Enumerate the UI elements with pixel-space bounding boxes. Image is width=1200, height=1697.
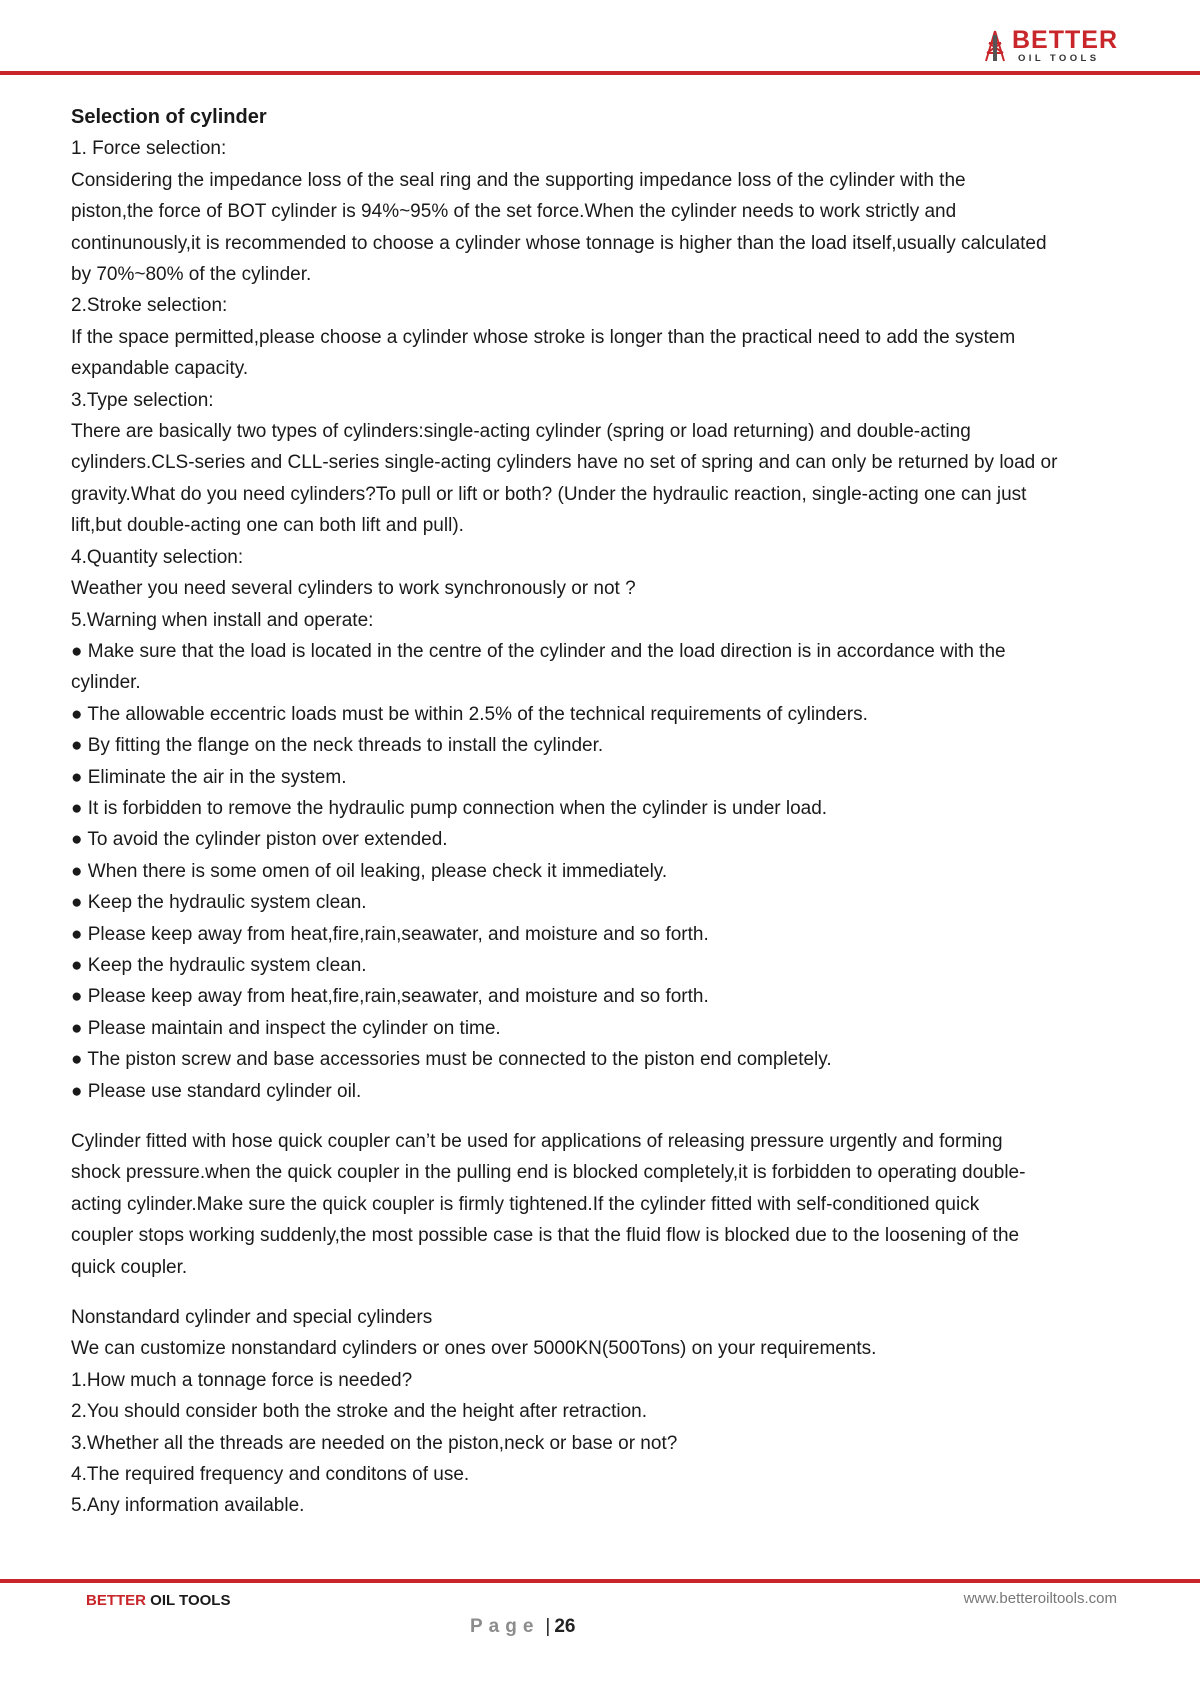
text-line: ● When there is some omen of oil leaking, please check it immediately.	[71, 860, 668, 882]
logo-main-text: BETTER	[1012, 26, 1118, 54]
text-line: 4.Quantity selection:	[71, 546, 244, 568]
text-line: 5.Any information available.	[71, 1495, 305, 1517]
text-line: by 70%~80% of the cylinder.	[71, 264, 312, 286]
text-line: continunously,it is recommended to choose a cylinder whose tonnage is higher than the load itself,usually calculated	[71, 232, 1047, 254]
text-line: ● It is forbidden to remove the hydraulic pump connection when the cylinder is under load.	[71, 797, 828, 819]
footer-brand-rest: OIL TOOLS	[146, 1592, 231, 1609]
text-line: ● Keep the hydraulic system clean.	[71, 892, 367, 914]
text-line: ● Make sure that the load is located in the centre of the cylinder and the load direction is in accordance with the	[71, 640, 1006, 662]
footer-brand	[86, 1592, 230, 1609]
text-line: cylinder.	[71, 672, 141, 694]
text-line: cylinders.CLS-series and CLL-series single-acting cylinders have no set of spring and can only be returned by load or	[71, 452, 1058, 474]
quick-coupler-paragraph	[71, 1126, 1131, 1283]
text-line: ● The piston screw and base accessories must be connected to the piston end completely.	[71, 1049, 832, 1071]
text-line: shock pressure.when the quick coupler in the pulling end is blocked completely,it is forbidden to operating double-	[71, 1162, 1026, 1184]
selection-list	[71, 133, 1131, 1107]
text-line: ● Please use standard cylinder oil.	[71, 1080, 362, 1102]
text-line: Cylinder fitted with hose quick coupler can’t be used for applications of releasing pressure urgently and forming	[71, 1131, 1003, 1152]
text-line: expandable capacity.	[71, 358, 249, 380]
text-line: lift,but double-acting one can both lift and pull).	[71, 515, 464, 537]
nonstandard-section	[71, 1302, 1131, 1522]
text-line: ● Please maintain and inspect the cylinder on time.	[71, 1017, 501, 1039]
page-number-value: 26	[554, 1616, 576, 1637]
section-title: Selection of cylinder	[71, 106, 267, 128]
text-line: Considering the impedance loss of the seal ring and the supporting impedance loss of the cylinder with the	[71, 169, 966, 191]
text-line: coupler stops working suddenly,the most possible case is that the fluid flow is blocked due to the loosening of the	[71, 1225, 1020, 1247]
text-line: ● Keep the hydraulic system clean.	[71, 954, 367, 976]
text-line: quick coupler.	[71, 1256, 188, 1278]
company-logo	[982, 28, 1118, 64]
footer-brand-red: BETTER	[86, 1592, 146, 1609]
logo-sub-text: OIL TOOLS	[1018, 53, 1100, 64]
text-line: If the space permitted,please choose a cylinder whose stroke is longer than the practical need to add the system	[71, 326, 1016, 348]
text-line: ● Please keep away from heat,fire,rain,seawater, and moisture and so forth.	[71, 986, 709, 1008]
page-label: Page	[470, 1616, 540, 1637]
text-line: ● The allowable eccentric loads must be within 2.5% of the technical requirements of cylinders.	[71, 703, 868, 725]
header-rule	[0, 71, 1200, 75]
text-line: 3.Whether all the threads are needed on the piston,neck or base or not?	[71, 1432, 678, 1454]
text-line: 1.How much a tonnage force is needed?	[71, 1369, 413, 1391]
text-line: 2.You should consider both the stroke and the height after retraction.	[71, 1401, 648, 1423]
page-header	[0, 0, 1200, 80]
text-line: ● By fitting the flange on the neck threads to install the cylinder.	[71, 735, 604, 757]
text-line: ● Please keep away from heat,fire,rain,seawater, and moisture and so forth.	[71, 923, 709, 945]
text-line: acting cylinder.Make sure the quick coupler is firmly tightened.If the cylinder fitted with self-conditioned quick	[71, 1193, 980, 1215]
text-line: 3.Type selection:	[71, 389, 214, 411]
text-line: ● To avoid the cylinder piston over extended.	[71, 829, 448, 851]
text-line: 1. Force selection:	[71, 138, 227, 160]
page-separator: |	[545, 1616, 551, 1637]
text-line: gravity.What do you need cylinders?To pull or lift or both? (Under the hydraulic reaction, single-acting one can just	[71, 483, 1027, 505]
page-number	[470, 1616, 576, 1638]
text-line: We can customize nonstandard cylinders or ones over 5000KN(500Tons) on your requirements.	[71, 1338, 877, 1360]
document-body	[71, 102, 1131, 1522]
text-line: 5.Warning when install and operate:	[71, 609, 374, 631]
text-line: There are basically two types of cylinders:single-acting cylinder (spring or load returning) and double-acting	[71, 421, 971, 443]
text-line: 4.The required frequency and conditons of use.	[71, 1464, 470, 1486]
text-line: 2.Stroke selection:	[71, 295, 228, 317]
text-line: Weather you need several cylinders to work synchronously or not ?	[71, 578, 636, 600]
footer-rule	[0, 1579, 1200, 1583]
oil-derrick-icon	[982, 29, 1008, 63]
text-line: Nonstandard cylinder and special cylinders	[71, 1307, 433, 1329]
text-line: piston,the force of BOT cylinder is 94%~95% of the set force.When the cylinder needs to work strictly and	[71, 201, 957, 223]
text-line: ● Eliminate the air in the system.	[71, 766, 347, 788]
footer-website: www.betteroiltools.com	[963, 1590, 1117, 1607]
